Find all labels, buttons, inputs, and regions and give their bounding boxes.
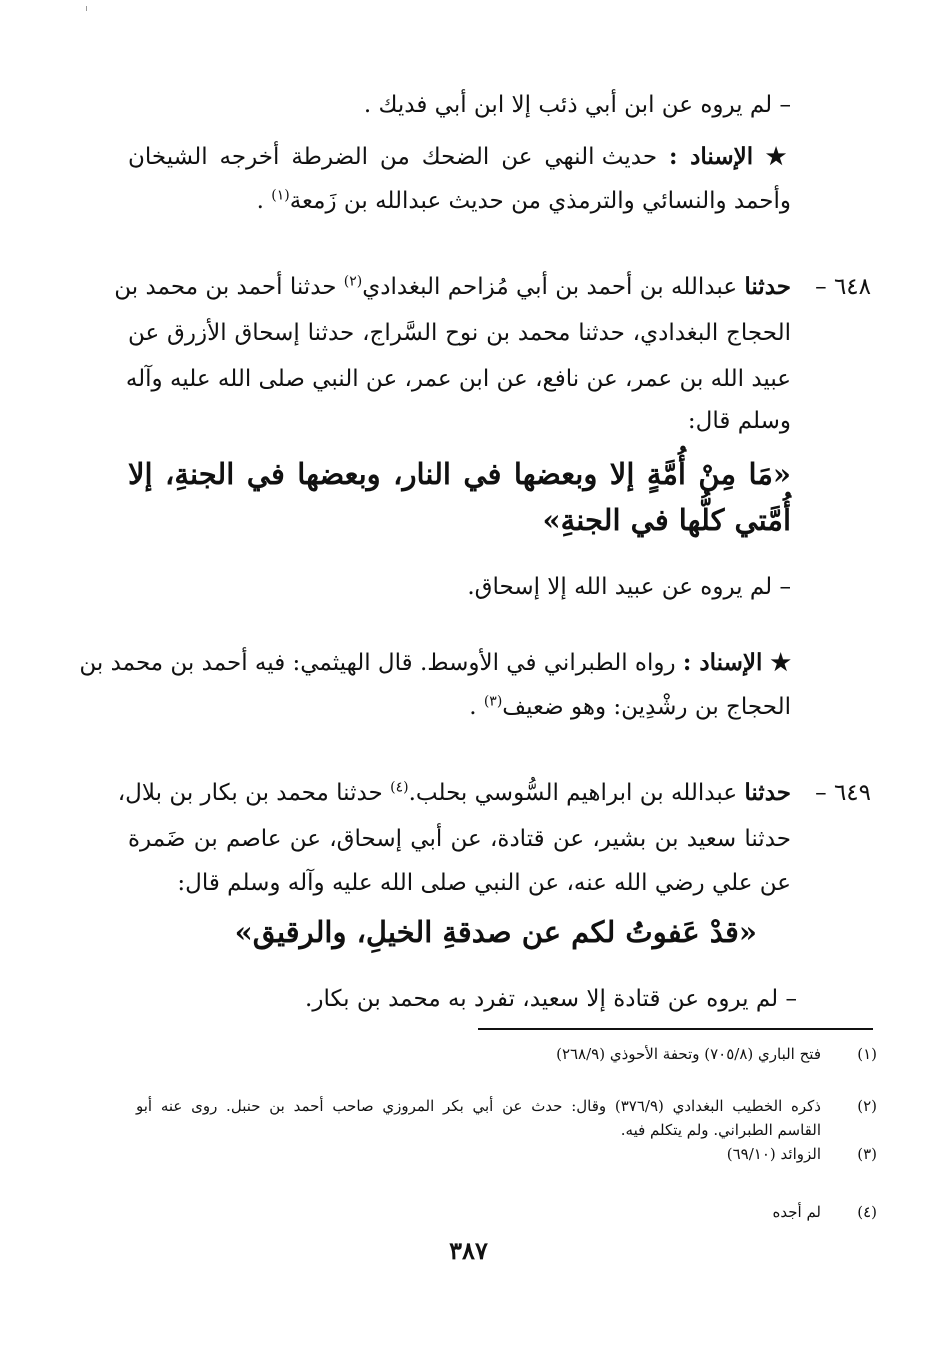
isnad-text: رواه الطبراني في الأوسط. قال الهيثمي: فيه أحمد بن محمد بن <box>79 650 676 676</box>
hadith-648-matn-2 <box>543 500 791 540</box>
chain-text: عبدالله بن ابراهيم السُّوسي بحلب. <box>408 780 738 806</box>
hadith-648-line-3 <box>125 362 791 396</box>
isnad-1-line-2: وأحمد والنسائي والترمذي من حديث عبدالله بن زَمعة$^{(١)}$ . <box>256 187 791 214</box>
footnote-number: (٢) <box>857 1097 877 1115</box>
narration-note <box>364 88 791 122</box>
hadith-648-line-4 <box>688 404 791 438</box>
hadith-648-matn-1 <box>128 454 791 494</box>
isnad-text: حديث النهي عن الضحك من الضرطة أخرجه الشيخان <box>128 144 658 170</box>
isnad-2-line-1 <box>79 646 791 680</box>
note-text: – لم يروه عن ابن أبي ذئب إلا ابن أبي فديك . <box>363 92 791 118</box>
footnote-2-cont: القاسم الطبراني. ولم يتكلم فيه. <box>620 1121 821 1139</box>
footnote-ref: (٤) <box>390 779 409 796</box>
footnote-separator <box>478 1028 873 1030</box>
hadith-649-matn <box>235 912 757 952</box>
isnad-text: الحجاج بن رشْدِين: وهو ضعيف <box>502 694 791 720</box>
footnote-1: فتح الباري (٧٠٥/٨) وتحفة الأحوذي (٢٦٨/٩) <box>556 1045 821 1063</box>
haddathana-keyword: حدثنا <box>744 273 791 300</box>
isnad-label: ★ الإسناد : <box>682 649 791 676</box>
footnote-number: (١) <box>857 1045 877 1063</box>
chain-text: حدثنا أحمد بن محمد بن <box>114 274 337 300</box>
hadith-number <box>815 270 871 304</box>
footnote-ref: (١) <box>271 187 290 204</box>
scan-mark <box>86 6 87 11</box>
footnote-3: الزوائد (٦٩/١٠) <box>726 1145 821 1163</box>
hadith-648-note <box>467 570 791 604</box>
isnad-1-line-1 <box>128 140 791 174</box>
footnote-ref: (٣) <box>483 693 503 710</box>
isnad-2-line-2: الحجاج بن رشْدِين: وهو ضعيف$^{(٣)}$ . <box>469 693 791 720</box>
matn-text: «مَا مِنْ أُمَّةٍ إلا وبعضها في النار، وبعضها في الجنةِ، إلا <box>128 457 791 491</box>
haddathana-keyword: حدثنا <box>744 779 791 806</box>
footnote-number: (٣) <box>857 1145 877 1163</box>
chain-text: عن علي رضي الله عنه، عن النبي صلى الله عليه وآله وسلم قال: <box>177 870 791 896</box>
chain-text: عبيد الله بن عمر، عن نافع، عن ابن عمر، عن النبي صلى الله عليه وآله <box>125 366 791 392</box>
chain-text: الحجاج البغدادي، حدثنا محمد بن نوح السَّراج، حدثنا إسحاق الأزرق عن <box>128 320 791 346</box>
matn-text: أُمَّتي كلُّها في الجنةِ» <box>542 503 791 537</box>
hadith-648-line-2 <box>128 316 791 350</box>
footnote-4: لم أجده <box>772 1203 821 1221</box>
dash: – <box>815 274 827 300</box>
footnote-2: ذكره الخطيب البغدادي (٣٧٦/٩) وقال: حدث عن أبي بكر المروزي صاحب أحمد بن حنبل. روى عنه أبو <box>136 1097 821 1115</box>
page-number: ٣٨٧ <box>449 1236 488 1265</box>
note-text: – لم يروه عن عبيد الله إلا إسحاق. <box>467 574 791 600</box>
footnote-ref: (٢) <box>343 273 363 290</box>
hadith-number-text: ٦٤٨ <box>833 274 871 300</box>
hadith-649-line-3 <box>177 866 791 900</box>
chain-text: وسلم قال: <box>687 408 791 434</box>
chain-text: عبدالله بن أحمد بن أبي مُزاحم البغدادي <box>362 274 738 300</box>
chain-text: حدثنا محمد بن بكار بن بلال، <box>117 780 383 806</box>
hadith-649-line-2 <box>128 822 791 856</box>
dash: – <box>815 780 827 806</box>
hadith-649-line-1 <box>117 776 791 810</box>
hadith-648-line-1 <box>114 270 791 304</box>
chain-text: حدثنا سعيد بن بشير، عن قتادة، عن أبي إسحاق، عن عاصم بن ضَمرة <box>128 826 791 852</box>
footnote-number: (٤) <box>857 1203 877 1221</box>
hadith-number-text: ٦٤٩ <box>833 780 871 806</box>
isnad-text: وأحمد والنسائي والترمذي من حديث عبدالله بن زَمعة <box>289 188 791 214</box>
matn-text: «قدْ عَفوتُ لكم عن صدقةِ الخيلِ، والرقيق» <box>234 915 757 949</box>
note-text: – لم يروه عن قتادة إلا سعيد، تفرد به محمد بن بكار. <box>305 986 797 1012</box>
hadith-number <box>815 776 871 810</box>
isnad-label: ★ الإسناد : <box>669 143 792 170</box>
hadith-649-note <box>305 982 797 1016</box>
